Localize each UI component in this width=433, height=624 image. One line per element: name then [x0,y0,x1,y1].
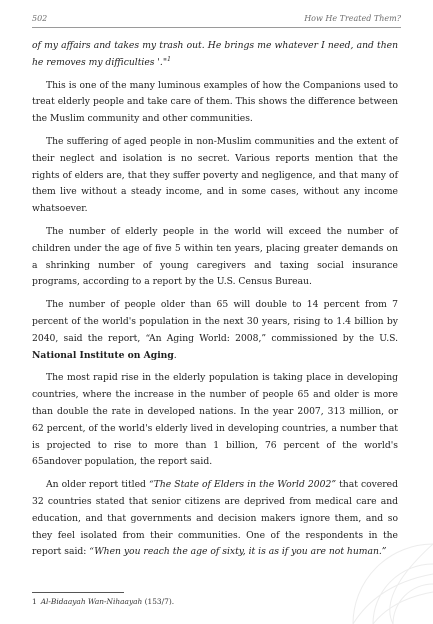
footnote-number: 1 [32,597,37,606]
footnote-reference: 1 [167,55,171,63]
institute-name: National Institute on Aging [32,349,174,361]
running-header [32,13,401,28]
page-number: 502 [32,14,48,23]
paragraph-text: The number of people older than 65 will double to 14 percent from 7 percent of the world's population in the next 30 years, rising to 1.4 billion by 2040, said the report, “An Aging World: 2008,” commissioned by the U.S. [32,299,398,344]
report-title: “The State of Elders in the World 2002” [149,479,337,491]
paragraph: The most rapid rise in the elderly population is taking place in developing countries, where the increase in the number of people 65 and older is more than double the rate in developed nations. In the year 2007, 313 million, or 62 percent, of the world's elderly lived in developing countries, a number that is projected to rise to more than 1 billion, 76 percent of the world's 65andover population, the report said. [32,372,398,468]
paragraph: This is one of the many luminous examples of how the Companions used to treat elderly people and take care of them. This shows the difference between the Muslim community and other communities. [32,79,398,125]
paragraph: The suffering of aged people in non-Muslim communities and the extent of their neglect and isolation is no secret. Various reports mention that the rights of elders are, that they suffer poverty and negligence, and that many of them live without a steady income, and in some cases, without any income whatsoever. [32,135,398,215]
footnote-divider [32,592,124,593]
footnote-ref: (153/7). [142,597,175,606]
paragraph-text: that covered 32 countries stated that senior citizens are deprived from medical care and education, and that governments and decision makers ignore them, and so they feel isolated from their communities. One of the respondents in the report said: [32,479,398,558]
paragraph-text: An older report titled [46,479,150,491]
paragraph: The number of elderly people in the world will exceed the number of children under the age of five 5 within ten years, placing greater demands on a shrinking number of young caregivers and taxing social insurance programs, according to a report by the U.S. Census Bureau. [32,225,398,288]
paragraph-text-end: . [173,349,177,361]
footnote-source: Al-Bidaayah Wan-Nihaayah [40,597,143,606]
paragraph-continued [32,38,398,72]
paragraph-text: of my affairs and takes my trash out. He brings me whatever I need, and then he removes my difficulties '." [32,40,398,68]
corner-ornament [283,474,433,624]
paragraph [32,297,398,364]
running-title: How He Treated Them? [304,14,401,23]
respondent-quote: “When you reach the age of sixty, it is as if you are not human.” [89,546,387,558]
